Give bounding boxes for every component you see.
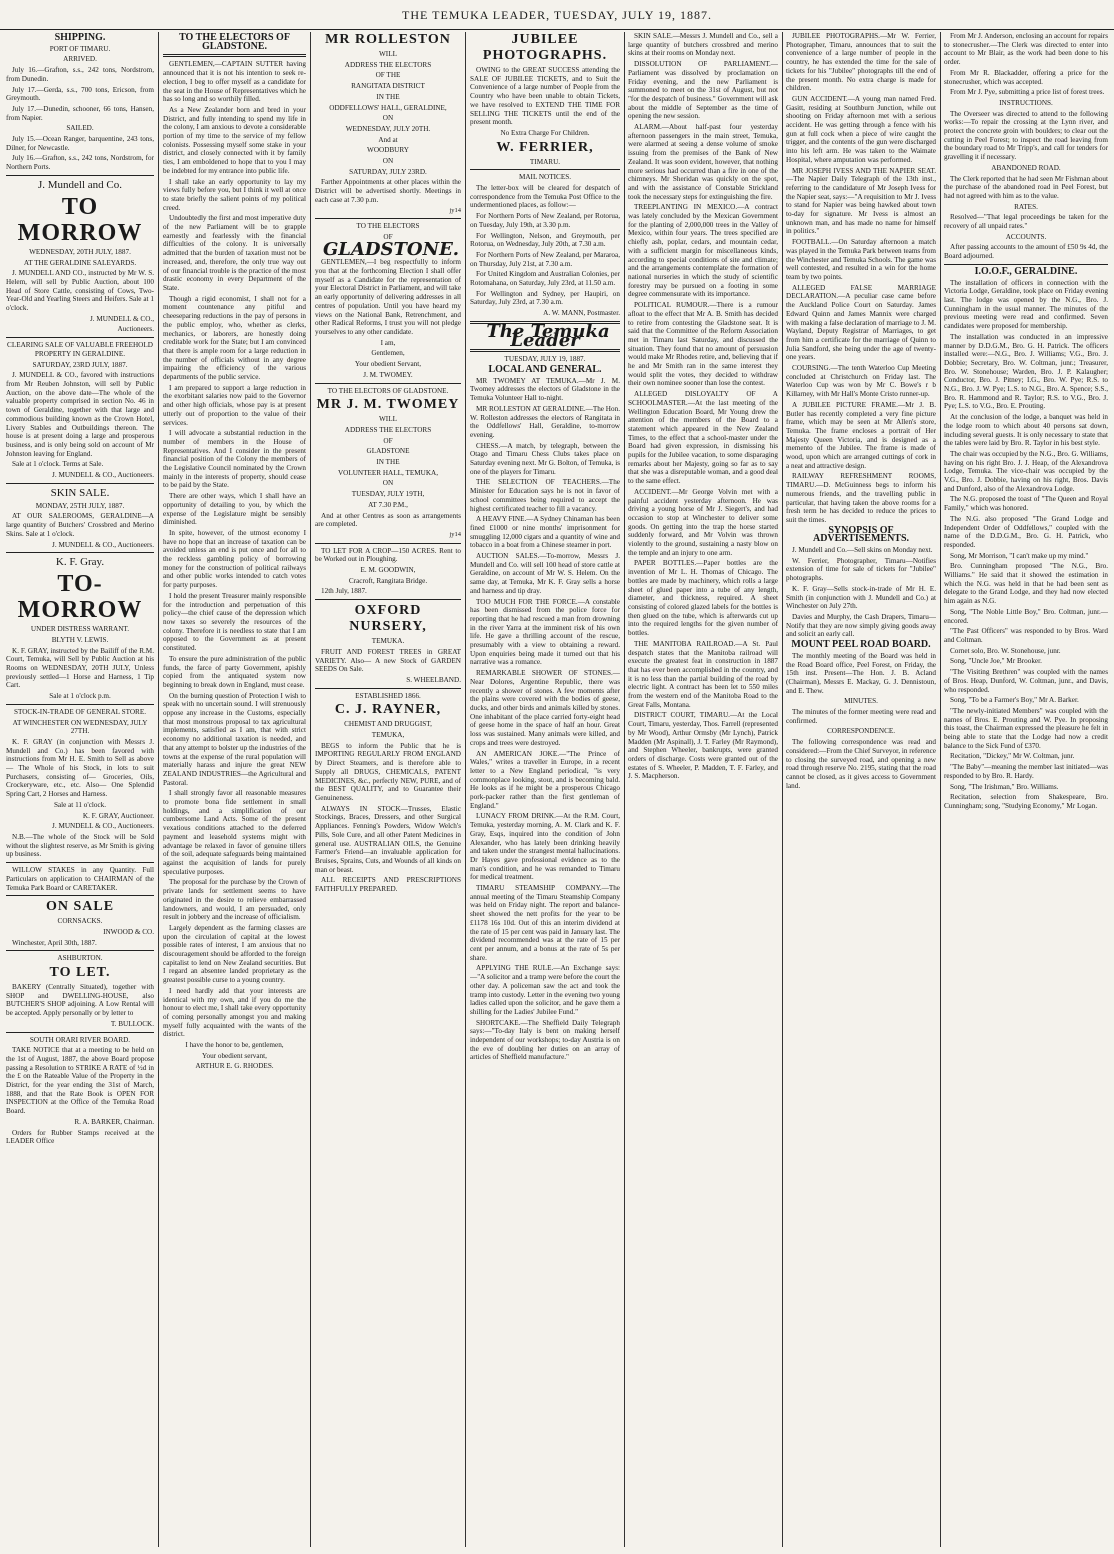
divider bbox=[315, 218, 461, 219]
paragraph: For Wellington, Nelson, and Greymouth, per Rotorua, on Wednesday, July 20th, at 7.30 a.m. bbox=[470, 231, 620, 249]
paragraph: SHORTCAKE.—The Sheffield Daily Telegraph says:—"To-day Italy is bent on making herself independent of our workshops; to-day Austria is on the eve of doubling her duties on an array of articles of Sheffield manufacture." bbox=[470, 1018, 620, 1062]
display-heading: JUBILEE PHOTOGRAPHS. bbox=[482, 32, 608, 63]
paragraph: ALLEGED DISLOYALTY OF A SCHOOLMASTER.—At the last meeting of the Wellington Education Board, Mr Young drew the attention of the members of the Board to a statement which appeared in the New Zealand Times, to the effect that a school-master under the Board had given expression, in dismissing his pupils for the Jubilee vacation, to some disparaging remarks about her Majesty, going so far as to say that she was a disreputable woman, and a good deal to the same effect. bbox=[628, 390, 778, 486]
paragraph: The chair was occupied by the N.G., Bro. G. Williams, having on his right Bro. J. J. Heap, of the Alexandrova Lodge, Temuka. The vice-chair was occupied by the V.G., Bro. J. Dobbie, having on his right, Bros. Davis and Dunford, also of the Alexandrova Lodge. bbox=[944, 449, 1108, 493]
paragraph: WILLOW STAKES in any Quantity. Full Particulars on application to CHAIRMAN of the Temuka Park Board or CARETAKER. bbox=[6, 866, 154, 892]
display-heading: MR J. M. TWOMEY bbox=[316, 397, 460, 413]
paragraph: N.B.—The whole of the Stock will be Sold without the slightest reserve, as Mr Smith is giving up business. bbox=[6, 833, 154, 859]
issue-code: jy14 bbox=[449, 530, 461, 538]
centered-line: ASHBURTON. bbox=[57, 954, 103, 963]
centered-line: MONDAY, 25TH JULY, 1887. bbox=[35, 501, 125, 510]
subheading: SKIN SALE. bbox=[50, 486, 110, 499]
divider bbox=[944, 264, 1108, 265]
column-rule bbox=[158, 32, 159, 1547]
centered-line: AT WINCHESTER ON WEDNESDAY, JULY 27TH. bbox=[12, 718, 148, 736]
centered-line: SAILED. bbox=[66, 124, 94, 133]
column-rule bbox=[624, 32, 625, 1547]
paragraph: BAKERY (Centrally Situated), together with SHOP and DWELLING-HOUSE, also BUTCHER'S SHOP adjoining. A Low Rental will be accepted. Apply personally or by letter to bbox=[6, 983, 154, 1018]
centered-line: IN THE bbox=[376, 458, 400, 467]
paragraph: I will advocate a substantial reduction in the number of members in the House of Representatives. And I consider in the present financial position of the Colony the members of the Legislative Council nominated by the Crown mainly in the interests of property, should cease to be paid by the State. bbox=[163, 429, 306, 490]
paragraph: July 17.—Dunedin, schooner, 66 tons, Hansen, from Napier. bbox=[6, 104, 154, 122]
section-heading: TO THE ELECTORS OF GLADSTONE. bbox=[179, 32, 290, 52]
paragraph: July 16.—Grafton, s.s., 242 tons, Nordstrom, from Dunedin. bbox=[6, 66, 154, 83]
paragraph: GENTLEMEN,—CAPTAIN SUTTER having announced that it is not his intention to seek re-election, I beg to offer myself as a candidate for the seat in the House of Representatives which he has so long and so worthily filled. bbox=[163, 60, 306, 104]
signature-line: R. A. BARKER, Chairman. bbox=[74, 1117, 154, 1126]
paragraph: From Mr J. Pye, submitting a price list of forest trees. bbox=[950, 88, 1105, 97]
paragraph: COURSING.—The tenth Waterloo Cup Meeting concluded at Christchurch on Friday last. The Waterloo Cup was won by Mr C. Bowe's r b Killarney, with Mr Hall's Monte Cristo runner-up. bbox=[786, 364, 936, 399]
centered-line: CORRESPONDENCE. bbox=[826, 727, 896, 736]
paragraph: Song, "To be a Farmer's Boy," Mr A. Barker. bbox=[950, 696, 1079, 705]
paragraph: MR ROLLESTON AT GERALDINE.—The Hon. W. Rolleston addresses the electors of Rangitata in the Oddfellows' Hall, Geraldine, to-morrow evening. bbox=[470, 404, 620, 439]
paragraph: FRUIT AND FOREST TREES in GREAT VARIETY. Also— A new Stock of GARDEN SEEDS On Sale. bbox=[315, 647, 461, 674]
divider bbox=[315, 543, 461, 544]
centered-line: ARRIVED. bbox=[63, 55, 97, 64]
paragraph: OWING to the GREAT SUCCESS attending the SALE OF JUBILEE TICKETS, and to Suit the Convenience of a large number of People from the Country who have been unable to obtain Tickets, we have resolved to EXTEND THE TIME FOR SELLING THE TICKETS until the end of the present month. bbox=[470, 66, 620, 127]
paragraph: ALWAYS IN STOCK—Trusses, Elastic Stockings, Braces, Dressers, and other Surgical Appliances. Fenning's Powders, Widow Welch's Pills, Sole Cure, and all other Patent Medicines in general use. AUSTRALIAN OILS, the Genuine Farmer's Friend—an invaluable application for Bruises, Sprains, Cuts, and Wounds of all kinds on man or beast. bbox=[315, 804, 461, 874]
paragraph: The installation of officers in connection with the Victoria Lodge, Geraldine, took place on Friday evening last. The lodge was opened by the N.G., Bro. J. Cunningham in the usual manner. The minutes of the previous meeting were read and confirmed. Seven candidates were proposed for membership. bbox=[944, 278, 1108, 331]
paragraph: THE MANITOBA RAILROAD.—A St. Paul despatch states that the Manitoba railroad will execute the greatest feat in construction in 1887 that has ever been accomplished in the country, and it is no less than the partial building of the road by electric light. A contract has been let to 550 miles from the western end of the Manitoba Road to the Great Falls, Montana. bbox=[628, 639, 778, 709]
section-heading: LOCAL AND GENERAL. bbox=[488, 363, 602, 375]
paragraph: Song, "The Noble Little Boy," Bro. Coltman, junr.—encored. bbox=[944, 607, 1108, 625]
display-heading: MR ROLLESTON bbox=[325, 32, 451, 47]
centered-line: Cracroft, Rangitata Bridge. bbox=[348, 576, 428, 585]
paragraph: AUCTION SALES.—To-morrow, Messrs J. Mundell and Co. will sell 100 head of store cattle at Geraldine, on account of Mr W. S. Helem. On the same day, at Temuka, Mr K. F. Gray sells a horse and harness and tip dray. bbox=[470, 552, 620, 595]
paragraph: DISTRICT COURT, TIMARU.—At the Local Court, Timaru, yesterday, Thos. Farrell (represented by Mr Wood), Arthur Ormsby (Mr Lynch), Patrick Madden (Mr Aspinall), J. T. Farley (Mr Raymond), and Stephen Wheeler, bankrupts, were granted orders of discharge. Costs were granted out of the estates of S. Wheeler, P. Madden, T. F. Farley, and J. S. Macpherson. bbox=[628, 711, 778, 781]
paragraph: And at other Centres as soon as arrangements are completed. bbox=[315, 511, 461, 529]
paragraph: Largely dependent as the farming classes are upon the circulation of capital at the lowest possible rates of interest, I am anxious that no discouragement should be afforded to the foreign capitalist to lend on New Zealand securities. But I regard an absentee landed proprietary as the greatest possible curse to a young country. bbox=[163, 923, 306, 985]
paragraph: Song, "Uncle Joe," Mr Brooker. bbox=[950, 657, 1042, 666]
centered-line: J. M. TWOMEY. bbox=[363, 370, 413, 379]
centered-line: INSTRUCTIONS. bbox=[999, 98, 1053, 107]
column-rule bbox=[782, 32, 783, 1547]
centered-line: Your obedient Servant, bbox=[354, 360, 422, 369]
paragraph: The installation was conducted in an impressive manner by D.D.G.M., Bro. G. H. Patrick. The officers installed were:—N.G., Bro. J. Williams; V.G., Bro. J. Dobbie; Secretary, Bro. W. Coltman, junr.; Treasurer, Bro. W. Stonehouse; Warden, Bro. J. P. Kalaugher; Conductor, Bro. J. Pitney; I.G., Bro. W. Pye; R.S. to N.G., Bro. J. W. Pye; L.S. to N.G., Bro. A. Spence; S.S., Bro. R. Hammond and R. Taylor; R.S. to V.G., Bro. J. Pye; L.S. to V.G., Bro. E. Prouting. bbox=[944, 332, 1108, 411]
paragraph: J. Mundell and Co.—Sell skins on Monday next. bbox=[792, 546, 933, 555]
centered-line: VOLUNTEER HALL, TEMUKA, bbox=[337, 468, 439, 477]
divider bbox=[470, 169, 620, 170]
display-heading: TO LET. bbox=[49, 965, 111, 981]
paragraph: LUNACY FROM DRINK.—At the R.M. Court, Temuka, yesterday morning, A. M. Clark and K. F. Gray, Esqs, inquired into the condition of John Alexander, who has lately been drinking heavily and taken under the strangest mental hallucinations. Dr Hayes gave professional evidence as to the man's condition, and he was remanded to Timaru for medical treatment. bbox=[470, 812, 620, 882]
paragraph: Sale at 1 o'clock. Terms at Sale. bbox=[12, 460, 104, 469]
centered-line: CORNSACKS. bbox=[57, 917, 103, 926]
paragraph: Undoubtedly the first and most imperative duty of the new Parliament will be to grapple earnestly and fearlessly with the financial difficulties of the colony. It is universally admitted that the burden of taxation must not be increased, and, therefore, the only true way out of our financial trouble is the practice of the most drastic economy in every Department of the State. bbox=[163, 214, 306, 292]
column-5 bbox=[628, 32, 778, 1547]
paragraph: The Clerk reported that he had seen Mr Fishman about the purchase of the abandoned road in Peel Forest, but had not agreed with him as to the value. bbox=[944, 174, 1108, 200]
signature-line: Auctioneers. bbox=[117, 325, 154, 334]
centered-line: And at bbox=[378, 135, 398, 144]
display-heading: W. FERRIER, bbox=[496, 139, 594, 155]
paragraph: July 17.—Gerda, s.s., 700 tons, Ericson, from Greymouth. bbox=[6, 85, 154, 103]
paragraph: GUN ACCIDENT.—A young man named Fred. Gasitt, residing at Southburn Junction, while out shooting on Friday afternoon met with a serious accident. He was getting through a fence with his gun at full cock when a piece of wire caught the trigger, and the contents of the gun were discharged into his left arm. He was taken to the Waimate Hospital, where amputation was performed. bbox=[786, 94, 936, 164]
divider bbox=[6, 862, 154, 863]
display-heading: C. J. RAYNER, bbox=[334, 702, 442, 718]
paragraph: Cornet solo, Bro. W. Stonehouse, junr. bbox=[950, 646, 1061, 655]
centered-line: GLADSTONE bbox=[366, 447, 410, 456]
centered-line: ACCOUNTS. bbox=[1005, 232, 1047, 241]
paragraph: Davies and Murphy, the Cash Drapers, Timaru—Notify that they are now simply giving goods away and solicit an early call. bbox=[786, 613, 936, 639]
paragraph: Orders for Rubber Stamps received at the LEADER Office bbox=[6, 1128, 154, 1146]
centered-line: ON bbox=[382, 157, 394, 166]
paragraph: J. MUNDELL & CO., favored with instructions from Mr Reuben Johnston, will sell by Public Auction, on the above date—The whole of the valuable property comprised in section No. 46 in town of Geraldine, together with that large and commodious building known as the Crown Hotel, Livery Stables and Outbuildings thereon. The house is at present doing a large and prosperous business, and is only being sold on account of Mr Johnston leaving for England. bbox=[6, 371, 154, 458]
centered-line: AT THE GERALDINE SALEYARDS. bbox=[23, 258, 137, 267]
centered-line: TEMUKA. bbox=[371, 637, 405, 646]
centered-line: ESTABLISHED 1866. bbox=[355, 691, 421, 700]
centered-line: BLYTH V. LEWIS. bbox=[51, 635, 109, 644]
column-rule bbox=[465, 32, 466, 1547]
paragraph: JUBILEE PHOTOGRAPHS.—Mr W. Ferrier, Photographer, Timaru, announces that to suit the convenience of a large number of people in the country, he has extended the time for the sale of tickets for his "Jubilee" photographs till the end of the present month. No extra charge is made for children. bbox=[786, 32, 936, 93]
paragraph: Farther Appointments at other places within the District will be advertised shortly. Meetings in each case at 7.30 p.m. bbox=[315, 178, 461, 204]
centered-line: ABANDONED ROAD. bbox=[991, 163, 1061, 172]
section-heading: SYNOPSIS OF ADVERTISEMENTS. bbox=[812, 524, 910, 545]
column-rule bbox=[940, 32, 941, 1547]
paragraph: AT OUR SALEROOMS, GERALDINE—A large quantity of Butchers' Crossbred and Merino Skins. Sale at 1 o'clock. bbox=[6, 512, 154, 538]
centered-line: SOUTH ORARI RIVER BOARD. bbox=[29, 1035, 131, 1044]
centered-line: WILL bbox=[379, 415, 397, 424]
centered-line: MAIL NOTICES. bbox=[518, 173, 572, 182]
paragraph: The N.G. also proposed "The Grand Lodge and Independent Order of Oddfellows," coupled with the name of the D.D.G.M., Bro. G. H. Patrick, who responded. bbox=[944, 514, 1108, 549]
paragraph: TOO MUCH FOR THE FORCE.—A constable has been dismissed from the police force for reporting that he had rescued a man from drowning in the river Yarra at the imminent risk of his own life. He gave a thrilling account of the rescue, presumably with a view to obtaining a reward. Upon enquiries being made it turned out that his narrative was a romance. bbox=[470, 597, 620, 667]
subheading: K. F. Gray. bbox=[55, 556, 105, 569]
paragraph: I am prepared to support a large reduction in the exorbitant salaries now paid to the Governor and other high officials, whose pay is at present utterly out of proportion to the value of their services. bbox=[163, 383, 306, 427]
display-heading: ON SALE bbox=[45, 899, 115, 915]
paragraph: The Overseer was directed to attend to the following works:—To repair the crossing at the Lynn river, and protect the concrete groin with boulders; to clear out the cutting in Peel Forest; to inspect the road leaving from the boundary road to Mr Tripp's, and call for tenders for gravelling it if necessary. bbox=[944, 109, 1108, 162]
centered-line: E. M. GOODWIN, bbox=[360, 566, 416, 575]
divider bbox=[6, 704, 154, 705]
paragraph: July 15.—Ocean Ranger, barquentine, 243 tons, Dilner, for Newcastle. bbox=[6, 135, 154, 152]
paragraph: The monthly meeting of the Board was held in the Road Board office, Peel Forest, on Friday, the 15th inst. Present—The Hon. J. B. Acland (Chairman), Messrs E. Mackay, G. J. Dennistoun, and E. Thew. bbox=[786, 651, 936, 695]
paragraph: TIMARU STEAMSHIP COMPANY.—The annual meeting of the Timaru Steamship Company was held on Friday night. The report and balance-sheet showed the nett profits for the year to be £1178 16s 10d. Out of this an interim dividend at the rate of 15 per cent was paid in January last. The dividend recommended was at the rate of 15 per cent per annum, and a bonus at the rate of 5s per share. bbox=[470, 884, 620, 962]
centered-line: TIMARU. bbox=[529, 157, 561, 166]
centered-line: SATURDAY, 23RD JULY, 1887. bbox=[32, 360, 128, 369]
signature-line: A. W. MANN, Postmaster. bbox=[543, 309, 620, 318]
column-rule bbox=[310, 32, 311, 1547]
centered-line: ADDRESS THE ELECTORS bbox=[344, 60, 432, 69]
paragraph: K. F. GRAY, instructed by the Bailiff of the R.M. Court, Temuka, will Sell by Public Auction at his Rooms on WEDNESDAY, 20TH JULY, Unless previously settled—1 Horse and Harness, 1 Tip Cart. bbox=[6, 646, 154, 690]
paragraph: TO LET FOR A CROP—150 ACRES. Rent to be Worked out in Ploughing. bbox=[315, 546, 461, 564]
centered-line: OF THE bbox=[375, 71, 401, 80]
column-3 bbox=[315, 32, 461, 1547]
centered-line: MINUTES. bbox=[844, 697, 878, 706]
centered-line: Gentlemen, bbox=[371, 349, 405, 358]
column-1 bbox=[6, 32, 154, 1547]
centered-line: ODDFELLOWS' HALL, GERALDINE, bbox=[329, 103, 447, 112]
paragraph: I shall strongly favor all reasonable measures to promote bona fide settlement in small holdings, and a simplification of our cumbersome Land Acts. Some of the present vexatious conditions attached to the deferred payment and leasehold systems might with advantage be relaxed in favor of genuine tillers of the soil, adequate safeguards being maintained against the acquisition of lands for purely speculative purposes. bbox=[163, 789, 306, 876]
paragraph: 12th July, 1887. bbox=[321, 587, 367, 596]
paragraph: The following correspondence was read and considered:—From the Chief Surveyor, in reference to closing the surveyed road, and opening a new road through reserve No. 2195, stating that the road cannot be closed, as it gives access to Government land. bbox=[786, 738, 936, 790]
column-2 bbox=[163, 32, 306, 1547]
centered-line: RATES. bbox=[1014, 202, 1038, 211]
paragraph: I shall take an early opportunity to lay my views fully before you, but I think it well at once to state briefly the salient points of my political creed. bbox=[163, 177, 306, 212]
paragraph: W. Ferrier, Photographer, Timaru—Notifies extension of time for sale of tickets for "Jubilee" photographs. bbox=[786, 556, 936, 583]
paragraph: For Northern Ports of New Zealand, per Mararoa, on Thursday, July 21st, at 7.30 a.m. bbox=[470, 250, 620, 268]
paragraph: REMARKABLE SHOWER OF STONES.—Near Dolores, Argentine Republic, there was recently a shower of stones. A few moments after the plains were covered with the bodies of geese, ducks, and other birds and animals killed by stones. One inhabitant of the place carried forty-eight head of geese home in the space of half an hour. Great loss was sustained. Many animals were killed, and crops and trees were destroyed. bbox=[470, 669, 620, 747]
paragraph: "The Baby"—meaning the member last initiated—was responded to by Bro. R. Hardy. bbox=[944, 763, 1108, 780]
centered-line: ADDRESS THE ELECTORS bbox=[344, 425, 432, 434]
issue-code: jy14 bbox=[449, 206, 461, 214]
paragraph: The minutes of the former meeting were read and confirmed. bbox=[786, 708, 936, 725]
centered-line: CHEMIST AND DRUGGIST, bbox=[344, 720, 432, 729]
section-heading: SHIPPING. bbox=[54, 32, 106, 43]
centered-line: ON bbox=[382, 479, 394, 488]
paragraph: The letter-box will be cleared for despatch of correspondence from the Temuka Post Office to the undermentioned places, as follow:— bbox=[470, 184, 620, 210]
paragraph: RAILWAY REFRESHMENT ROOMS, TIMARU.—D. McGuinness begs to inform his numerous friends, and the travelling public in particular, that having taken the above rooms for a fresh term he has decided to reduce the prices to suit the times. bbox=[786, 472, 936, 524]
column-7 bbox=[944, 32, 1108, 1547]
centered-line: AT 7.30 P.M., bbox=[368, 500, 408, 509]
divider bbox=[315, 599, 461, 600]
signature-line: S. WHEELBAND. bbox=[406, 675, 461, 684]
centered-line: ARTHUR E. G. RHODES. bbox=[195, 1062, 274, 1071]
centered-line: WOODBURY bbox=[367, 146, 409, 155]
paragraph: ALLEGED FALSE MARRIAGE DECLARATION.—A peculiar case came before the Auckland Police Court on Saturday. James Edward Quinn and James Mannix were charged with making a false declaration of marriage to J. M. Wayland, Deputy Registrar of Marriages, to get from him a certificate for the marriage of Quinn to Julia Sandford, she being under the age of twenty-one years. bbox=[786, 283, 936, 362]
signature-line: J. MUNDELL & CO., Auctioneers. bbox=[52, 540, 154, 549]
paragraph: THE SELECTION OF TEACHERS.—The Minister for Education says he is not in favor of school committees being required to accept the highest certificated teacher to fill a vacancy. bbox=[470, 478, 620, 513]
paragraph: As a New Zealander born and bred in your District, and fully intending to spend my life in the colony, I am anxious to devote a considerable portion of my time to the service of my fellow colonists. Possessing myself some stake in your district, and closely connected with it by family ties, I am emboldened to hope that to you I may be indebted for my entrance into public life. bbox=[163, 105, 306, 175]
centered-line: STOCK-IN-TRADE OF GENERAL STORE. bbox=[13, 707, 147, 716]
centered-line: OF bbox=[383, 232, 393, 241]
centered-line: TO THE ELECTORS bbox=[356, 222, 420, 231]
centered-line: RANGITATA DISTRICT bbox=[351, 82, 425, 91]
paragraph: BEGS to inform the Public that he is IMPORTING REGULARLY FROM ENGLAND by Direct Steamers, and is therefore able to Supply all DRUGS, CHEMICALS, PATENT MEDICINES, &c., perfectly NEW, PURE, and of the BEST QUALITY, and to Guarantee their Genuineness. bbox=[315, 741, 461, 802]
signature-line: J. MUNDELL & CO., bbox=[89, 314, 154, 323]
centered-line: Your obedient servant, bbox=[202, 1051, 267, 1060]
section-heading: I.O.O.F., GERALDINE. bbox=[974, 265, 1078, 277]
signature-line: K. F. GRAY, Auctioneer. bbox=[82, 811, 154, 820]
paragraph: The N.G. proposed the toast of "The Queen and Royal Family," which was honored. bbox=[944, 495, 1108, 513]
headline: TO-MORROW bbox=[17, 571, 143, 624]
centered-line: OF bbox=[383, 436, 393, 445]
section-heading: MOUNT PEEL ROAD BOARD. bbox=[791, 639, 931, 651]
centered-line: IN THE bbox=[376, 92, 400, 101]
paragraph: TREEPLANTING IN MEXICO.—A contract was lately concluded by the Mexican Government for the planting of 2,000,000 trees in the Valley of Mexico, within four years. The trees specified are chiefly ash, poplar, cedars, and mountain cedar, with a sufficient margin for miscellaneous kinds, according to special conditions of site and climate; and the arrangements contemplate the formation of national nurseries in which the study of scientific forestry may be pursued on a footing in some degree commensurate with its importance. bbox=[628, 203, 778, 299]
paragraph: Recitation, selection from Shakespeare, Bro. Cunningham; song, "Studying Economy," Mr Logan. bbox=[944, 793, 1108, 810]
paragraph: APPLYING THE RULE.—An Exchange says:—"A solicitor and a tramp were before the court the other day. A policeman saw the act and took the tramp into custody. Letter in the evening two young ladies called upon the solicitor, and he gave them a shilling for the Ladies' Jubilee Fund." bbox=[470, 964, 620, 1016]
paragraph: J. MUNDELL AND CO., instructed by Mr W. S. Helem, will sell by Public Auction, about 100 Head of Store Cattle, consisting of Cows, Two-Year-Old and Yearling Steers and Heifers. Sale at 1 o'clock. bbox=[6, 269, 154, 313]
divider bbox=[6, 950, 154, 951]
paragraph: "The newly-initiated Members" was coupled with the names of Bros. E. Prouting and W. Pye. In proposing this toast, the Chairman expressed the pleasure he felt in being able to state that the Lodge had now a credit balance to the Sick Fund of £370. bbox=[944, 706, 1108, 750]
centered-line: TEMUKA, bbox=[371, 731, 405, 740]
centered-line: UNDER DISTRESS WARRANT. bbox=[30, 625, 130, 634]
paragraph: On the burning question of Protection I wish to speak with no uncertain sound. I will strenuously oppose any increase in the Customs, especially that most monstrous proposal to tax agricultural implements, satisfied as I am, that with strict economy no additional taxation is needed, and that any attempt to bolster up the industries of the towns at the expense of the rural population will materially harass and injure the great NEW ZEALAND INDUSTRIES—the Agricultural and Pastoral. bbox=[163, 691, 306, 787]
signature-line: INWOOD & CO. bbox=[103, 927, 154, 936]
paragraph: "The Visiting Brethren" was coupled with the names of Bros. Heap, Dunford, W. Coltman, junr., and Davis, who responded. bbox=[944, 668, 1108, 694]
paragraph: CHESS.—A match, by telegraph, between the Otago and Timaru Chess Clubs takes place on Saturday evening next. Mr G. Bolton, of Temuka, is one of the players for Timaru. bbox=[470, 441, 620, 476]
signature-line: J. MUNDELL & CO., Auctioneers. bbox=[52, 822, 154, 831]
paragraph: AN AMERICAN JOKE.—"The Prince of Wales," writes a traveller in Europe, in a recent letter to a New England periodical, "is very commonplace looking, stout, and is becoming bald. He looks as if he might be a prosperous Chicago pork-packer rather than the first gentleman of England." bbox=[470, 749, 620, 810]
centered-line: WEDNESDAY, JULY 20TH. bbox=[345, 124, 431, 133]
divider bbox=[315, 383, 461, 384]
paragraph: After passing accounts to the amount of £50 9s 4d, the Board adjourned. bbox=[944, 243, 1108, 261]
centered-line: No Extra Charge For Children. bbox=[500, 128, 590, 137]
paragraph: Resolved—"That legal proceedings be taken for the recovery of all unpaid rates." bbox=[944, 213, 1108, 231]
paragraph: SKIN SALE.—Messrs J. Mundell and Co., sell a large quantity of butchers crossbred and merino skins at their rooms on Monday next. bbox=[628, 32, 778, 58]
centered-line: WEDNESDAY, 20TH JULY, 1887. bbox=[29, 247, 131, 256]
column-4 bbox=[470, 32, 620, 1547]
paragraph: PAPER BOTTLES.—Paper bottles are the invention of Mr L. H. Thomas of Chicago. The bottles are made by machinery, which rolls a large sheet of glued paper into a tube of any length, diameter, and thickness, required. A sheet consisting of colored glazed labels for the bottles is then glued on the tube, which is afterwards cut up into the required lengths for the given number of bottles. bbox=[628, 559, 778, 638]
subheading: J. Mundell and Co. bbox=[37, 178, 123, 191]
paragraph: DISSOLUTION OF PARLIAMENT.—Parliament was dissolved by proclamation on Friday evening, and the new Parliament is summoned to meet on the 31st of August, but not "for the despatch of business." Government will ask about the middle of September as the time of opening the new session. bbox=[628, 60, 778, 121]
headline: TO MORROW bbox=[17, 193, 143, 246]
paragraph: ALL RECEIPTS AND PRESCRIPTIONS FAITHFULLY PREPARED. bbox=[315, 876, 461, 894]
paragraph: For Northern Ports of New Zealand, per Rotorua, on Tuesday, July 19th, at 3.30 p.m. bbox=[470, 212, 620, 229]
centered-line: TO THE ELECTORS OF GLADSTONE. bbox=[327, 386, 449, 395]
page-header: THE TEMUKA LEADER, TUESDAY, JULY 19, 1887. bbox=[0, 0, 1114, 30]
column-6 bbox=[786, 32, 936, 1547]
paragraph: Song, "The Irishman," Bro. Williams. bbox=[950, 782, 1059, 791]
centered-line: I am, bbox=[380, 338, 396, 347]
divider bbox=[6, 1032, 154, 1033]
divider bbox=[6, 552, 154, 553]
paragraph: K. F. GRAY (in conjunction with Messrs J. Mundell and Co.) has been favored with instructions from Mr H. E. Smith to Sell as above— The Whole of his Stock, in lots to suit Purchasers, consisting of— Groceries, Oils, Crockeryware, etc., etc. Also— One Splendid Spring Cart, 2 Horses and Harness. bbox=[6, 737, 154, 799]
centered-line: TUESDAY, JULY 19TH, bbox=[351, 490, 425, 499]
paragraph: From Mr J. Anderson, enclosing an account for repairs to stonecrusher.—The Clerk was directed to enter into account to Mr Blair, as the work had been done to his order. bbox=[944, 32, 1108, 67]
paragraph: Bro. Cunningham proposed "The N.G., Bro. Williams." He said that it showed the estimation in which the N.G. was held in that he had been sent as delegate to the Grand Lodge, and they had now elected him again as N.G. bbox=[944, 562, 1108, 606]
centered-line: PORT OF TIMARU. bbox=[49, 44, 111, 53]
divider bbox=[6, 337, 154, 338]
divider bbox=[6, 175, 154, 176]
divider bbox=[315, 688, 461, 689]
divider bbox=[6, 895, 154, 896]
centered-line: Sale at 1 o'clock p.m. bbox=[49, 692, 111, 701]
centered-line: CLEARING SALE OF VALUABLE FREEHOLD PROPERTY IN GERALDINE. bbox=[7, 341, 153, 358]
paragraph: I need hardly add that your interests are identical with my own, and if you do me the honour to elect me, I shall take every opportunity of coming personally amongst you and making myself fully acquainted with the wants of the district. bbox=[163, 986, 306, 1039]
paragraph: For Wellington and Sydney, per Haupiri, on Saturday, July 23rd, at 7.30 a.m. bbox=[470, 289, 620, 307]
centered-line: I have the honor to be, gentlemen, bbox=[185, 1041, 284, 1050]
divider bbox=[163, 54, 306, 57]
centered-line: WILL bbox=[379, 50, 397, 58]
display-heading: OXFORD NURSERY, bbox=[349, 603, 427, 635]
paragraph: Recitation, "Dickey," Mr W. Coltman, junr. bbox=[950, 752, 1075, 761]
centered-line: ON bbox=[382, 114, 394, 123]
paragraph: From Mr R. Blackadder, offering a price for the stonecrusher, which was accepted. bbox=[944, 68, 1108, 86]
paragraph: The proposal for the purchase by the Crown of private lands for settlement seems to have originated in the desire to relieve embarrassed landowners, and would, I am persuaded, only result in jobbery and the increase of officialism. bbox=[163, 878, 306, 922]
paragraph: MR JOSEPH IVESS AND THE NAPIER SEAT.—The Napier Daily Telegraph of the 13th inst., referring to the candidature of Mr Joseph Ivess for the Napier seat, says:—"A requisition to Mr J. Ivess to stand for Napier was being hawked about town to-day for signature. Mr Ivess is almost an unknown man, and has made no name for himself in politics." bbox=[786, 166, 936, 236]
paragraph: A JUBILEE PICTURE FRAME.—Mr J. B. Butler has recently completed a very fine picture frame, which may be seen at Mr Allen's store, Temuka. The frame encloses a portrait of Her Majesty Queen Victoria, and is designed as a memento of the Jubilee. The frame is made of wood, upon which are arranged cuttings of cork in a neat and attractive design. bbox=[786, 400, 936, 470]
paragraph: To ensure the pure administration of the public funds, the farce of party Government, apishly copied from the antiquated system now beginning to break down in England, must cease. bbox=[163, 654, 306, 689]
paragraph: Song, Mr Morrison, "I can't make up my mind." bbox=[950, 551, 1089, 560]
signature-line: J. MUNDELL & CO., Auctioneers. bbox=[52, 471, 154, 480]
paragraph: For United Kingdom and Australian Colonies, per Rotomahana, on Saturday, July 23rd, at 11.50 a.m. bbox=[470, 270, 620, 288]
paragraph: FOOTBALL.—On Saturday afternoon a match was played in the Temuka Park between teams from the Winchester and Temuka Schools. The game was well contested, and resulted in a win for the home team by two points. bbox=[786, 238, 936, 281]
paragraph: TAKE NOTICE that at a meeting to be held on the 1st of August, 1887, the above Board propose passing a Resolution to STRIKE A RATE of ½d in the £ on the Rateable Value of the Property in the District, for the year ending the 31st of March, 1888, and that the Rate Book is OPEN FOR INSPECTION at the Office of the Temuka Road Board. bbox=[6, 1046, 154, 1116]
paragraph: K. F. Gray—Sells stock-in-trade of Mr H. E. Smith (in conjunction with J. Mundell and Co.) at Winchester on July 27th. bbox=[786, 584, 936, 611]
masthead: The Temuka Leader bbox=[486, 320, 610, 351]
signature-line: T. BULLOCK. bbox=[110, 1019, 154, 1028]
paragraph: I hold the present Treasurer mainly responsible for the introduction and perpetuation of this policy—the chief cause of the depression which now taxes so severely the resources of the colony. Therefore it is needless to state that I am opposed to the Government as at present constituted. bbox=[163, 591, 306, 653]
paragraph: GENTLEMEN,—I beg respectfully to inform you that at the forthcoming Election I shall offer myself as a Candidate for the representation of your Electoral District in Parliament, and will take an early opportunity of delivering addresses in all centres of population. Until you have heard my views on the National Bank, Retrenchment, and other Radical Reforms, I trust you will not pledge yourselves to any other candidate. bbox=[315, 258, 461, 336]
paragraph: MR TWOMEY AT TEMUKA.—Mr J. M. Twomey addresses the electors of Gladstone in the Temuka Volunteer Hall to-night. bbox=[470, 376, 620, 403]
paragraph: Winchester, April 30th, 1887. bbox=[12, 938, 97, 947]
paragraph: ACCIDENT.—Mr George Volvin met with a painful accident yesterday afternoon. He was driving a young horse of Mr J. Siegert's, and had occasion to stop at Winchester to deliver some goods. On getting into the trap the horse started suddenly forward, and Mr Volvin was thrown violently to the ground, sustaining a nasty blow on the temple and an injury to one arm. bbox=[628, 487, 778, 557]
centered-line: SATURDAY, JULY 23RD. bbox=[349, 167, 427, 176]
paragraph: July 16.—Grafton, s.s., 242 tons, Nordstrom, for Northern Ports. bbox=[6, 154, 154, 172]
paragraph: At the conclusion of the lodge, a banquet was held in the lodge room to which about 40 persons sat down, including several guests. It is only necessary to state that the tables were laid by Bro. R. Taylor in his best style. bbox=[944, 413, 1108, 448]
paragraph: A HEAVY FINE.—A Sydney Chinaman has been fined £1000 or nine months' imprisonment for smuggling 12,000 cigars and a quantity of wine and tobacco in a boat from a Chinese steamer in port. bbox=[470, 515, 620, 550]
paragraph: There are other ways, which I shall have an opportunity of detailing to you, by which the expense of the Legislature might be sensibly diminished. bbox=[163, 492, 306, 527]
centered-line: Sale at 11 o'clock. bbox=[53, 800, 107, 809]
centered-line: TUESDAY, JULY 19, 1887. bbox=[504, 355, 586, 364]
masthead: GLADSTONE. bbox=[322, 238, 460, 260]
divider bbox=[6, 483, 154, 484]
paragraph: POLITICAL RUMOUR.—There is a rumour afloat to the effect that Mr A. B. Smith has decided to retire from contesting the Gladstone seat. It is said that the Committee of the Reform Association met in Timaru last Saturday, and discussed the situation. They found that no amount of persuasion would make Mr Rhodes retire, and, believing that if he and Mr Smith ran in the same interest they would split the votes, they decided to withdraw their own nominee sooner than lose the contest. bbox=[628, 301, 778, 388]
paragraph: ALARM.—About half-past four yesterday afternoon passengers in the main street, Temuka, were alarmed at seeing a dense volume of smoke issuing from the premises of the Bank of New Zealand. It was soon evident, however, that nothing more serious had occurred than a fire in one of the chimneys. Mr Sheridan was quickly on the spot, and with the assistance of Constable Strickland took the necessary steps for extinguishing the fire. bbox=[628, 123, 778, 201]
paragraph: Though a rigid economist, I shall not for a moment countenance any pitiful and cheeseparing reductions in the pay of persons in the public employ, who, whether as clerks, mechanics, or laborers, are honestly doing creditable work for the State; but I am convinced that there is ample room for a large reduction in the number of officials without in any degree impairing the efficiency of the various departments of the public service. bbox=[163, 294, 306, 382]
paragraph: "The Past Officers" was responded to by Bros. Ward and Coltman. bbox=[944, 627, 1108, 644]
paragraph: In spite, however, of the utmost economy I have no hope that an increase of taxation can be avoided unless an end is put once and for all to the reckless gambling policy of borrowing money for the construction of political railways and other public works intended to catch votes for party purposes. bbox=[163, 528, 306, 590]
